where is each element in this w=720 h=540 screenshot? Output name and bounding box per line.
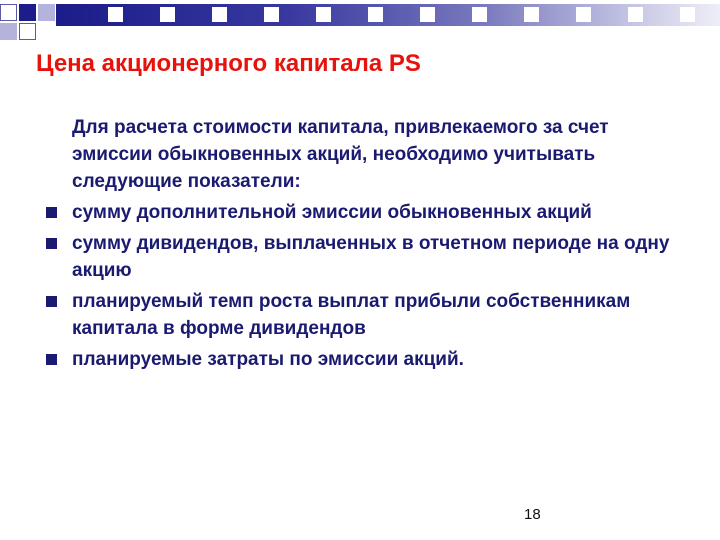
square-bullet-icon <box>46 296 57 307</box>
gradient-bar <box>56 4 720 26</box>
square-bullet-icon <box>46 354 57 365</box>
decor-square <box>576 7 591 22</box>
decor-square <box>420 7 435 22</box>
decor-square <box>628 7 643 22</box>
decor-square <box>160 7 175 22</box>
intro-text: Для расчета стоимости капитала, привлекаемого за счет эмиссии обыкновенных акций, необходимо учитывать следующие показатели: <box>72 117 609 192</box>
decor-square <box>0 4 17 21</box>
square-bullet-icon <box>46 207 57 218</box>
decor-square <box>680 7 695 22</box>
decor-square <box>0 23 17 40</box>
decor-square <box>472 7 487 22</box>
list-item-text: сумму дивидендов, выплаченных в отчетном периоде на одну акцию <box>72 233 670 281</box>
decorative-banner <box>0 0 720 40</box>
decor-square <box>524 7 539 22</box>
list-item-text: планируемый темп роста выплат прибыли собственникам капитала в форме дивидендов <box>72 291 631 339</box>
decor-square <box>316 7 331 22</box>
slide-title: Цена акционерного капитала PS <box>36 50 421 77</box>
slide-body <box>38 114 678 377</box>
page-number: 18 <box>524 506 541 523</box>
list-item <box>38 288 678 342</box>
list-item <box>38 199 678 226</box>
decor-square <box>108 7 123 22</box>
bullet-list <box>38 199 678 373</box>
list-item-text: сумму дополнительной эмиссии обыкновенных акций <box>72 202 592 223</box>
list-item <box>38 230 678 284</box>
square-bullet-icon <box>46 238 57 249</box>
decor-square <box>19 23 36 40</box>
decor-square <box>368 7 383 22</box>
decor-square <box>212 7 227 22</box>
decor-square <box>38 4 55 21</box>
decor-square <box>19 4 36 21</box>
list-item-text: планируемые затраты по эмиссии акций. <box>72 349 464 370</box>
list-item <box>38 346 678 373</box>
decor-square <box>264 7 279 22</box>
